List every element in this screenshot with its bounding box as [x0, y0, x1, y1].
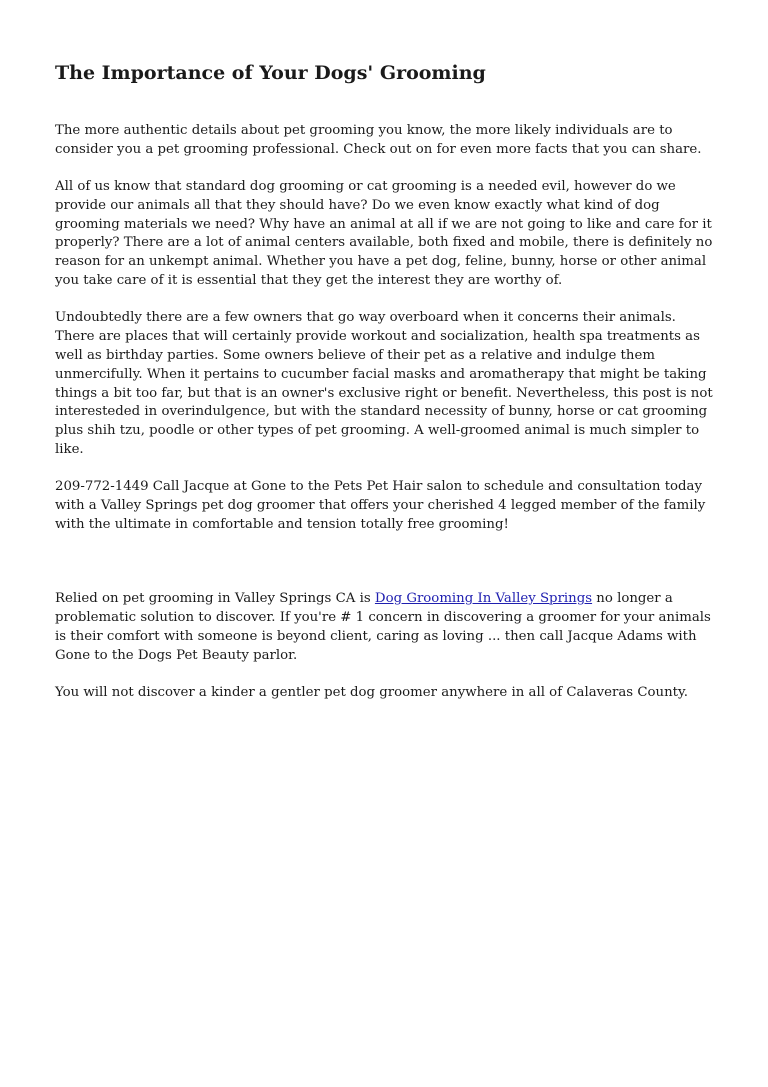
closing-paragraph: You will not discover a kinder a gentler pet dog groomer anywhere in all of Calaveras County. [55, 684, 688, 700]
page-title: The Importance of Your Dogs' Grooming [55, 62, 486, 84]
paragraph-overboard-owners: Undoubtedly there are a few owners that go way overboard when it concerns their animals. There are places that will certainly provide workout and socialization, health spa treatments as well as birthday parties. Some owners believe of their pet as a relative and indulge them unmercifully. When it pertains to cucumber facial masks and aromatherapy that might be taking things a bit too far, but that is an owner's exclusive right or benefit. Nevertheless, this post is not interesteded in overindulgence, but with the standard necessity of bunny, horse or cat grooming plus shih tzu, poodle or other types of pet grooming. A well-groomed animal is much simpler to like. [55, 310, 713, 457]
link-paragraph-trailing-text: no longer a problematic solution to discover. If you're # 1 concern in discovering a groomer for your animals is their comfort with someone is beyond client, caring as loving ... then call Jacque Adams with Gone to the Dogs Pet Beauty parlor. [55, 591, 711, 663]
paragraph-grooming-needs: All of us know that standard dog grooming or cat grooming is a needed evil, however do we provide our animals all that they should have? Do we even know exactly what kind of dog grooming materials we need? Why have an animal at all if we are not going to like and care for it properly? There are a lot of animal centers available, both fixed and mobile, there is definitely no reason for an unkempt animal. Whether you have a pet dog, feline, bunny, horse or other animal you take care of it is essential that they get the interest they are worthy of. [55, 179, 713, 289]
blank-space [55, 553, 715, 590]
link-paragraph-lead-text: Relied on pet grooming in Valley Springs CA is [55, 591, 375, 607]
dog-grooming-link[interactable]: Dog Grooming In Valley Springs [374, 591, 593, 607]
intro-paragraph: The more authentic details about pet grooming you know, the more likely individuals are to consider you a pet grooming professional. Check out on for even more facts that you can share. [55, 123, 702, 157]
paragraph-contact: 209-772-1449 Call Jacque at Gone to the Pets Pet Hair salon to schedule and consultation today with a Valley Springs pet dog groomer that offers your cherished 4 legged member of the family with the ultimate in comfortable and tension totally free grooming! [55, 479, 706, 532]
document-body [55, 58, 715, 721]
paragraph-with-link [55, 590, 715, 665]
